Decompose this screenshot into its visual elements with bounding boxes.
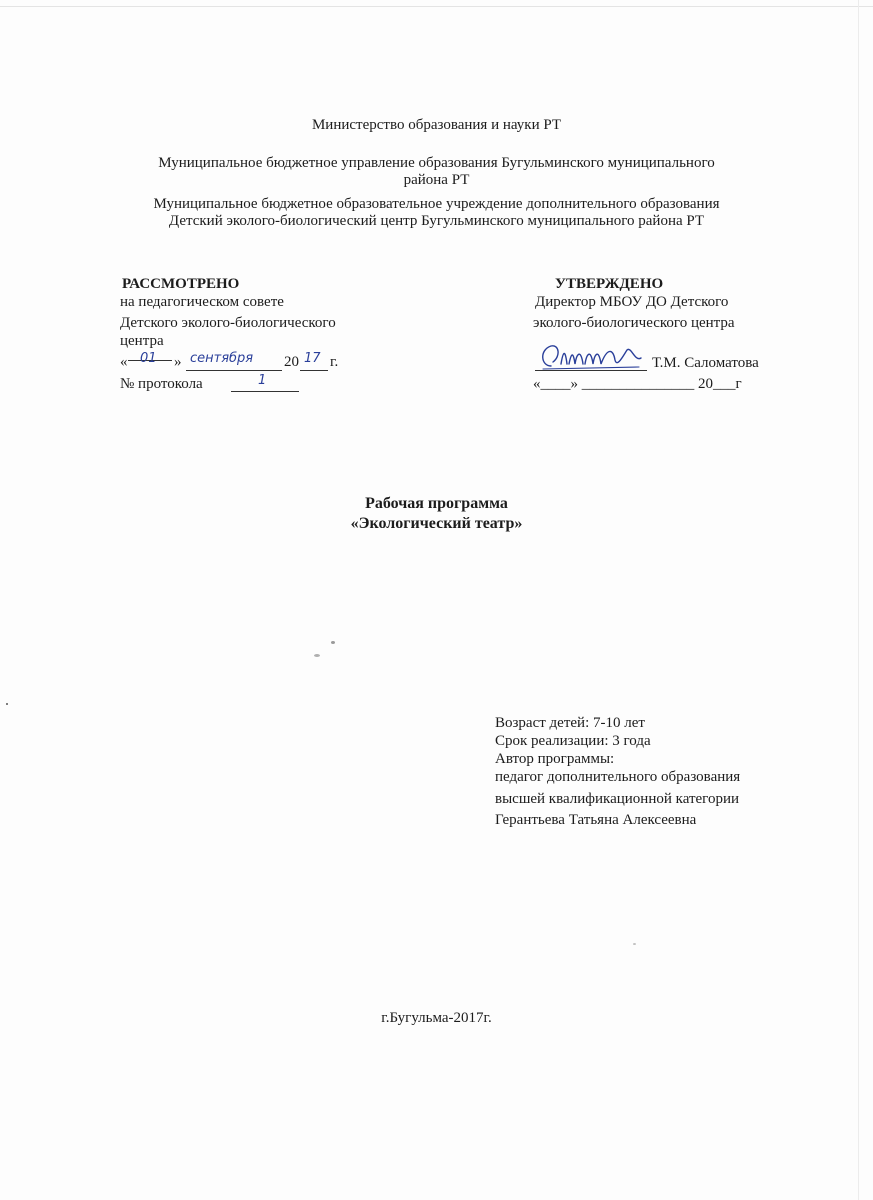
scan-speck <box>331 641 335 644</box>
author-name: Герантьева Татьяна Алексеевна <box>495 812 697 828</box>
date-year-underline <box>300 370 328 371</box>
signatory-name: Т.М. Саломатова <box>652 355 759 371</box>
date-year-handwritten: 17 <box>304 351 321 366</box>
approval-date-blank: «____» _______________ 20___г <box>533 376 742 392</box>
institution-line-2: Детский эколого-биологический центр Бугульминского муниципального района РТ <box>168 213 705 229</box>
scan-speck <box>6 703 8 705</box>
place-year: г.Бугульма-2017г. <box>381 1010 492 1026</box>
date-close-quote: » <box>174 354 182 370</box>
date-month-handwritten: сентября <box>190 351 254 366</box>
reviewed-line-2: Детского эколого-биологического <box>120 315 336 331</box>
approved-heading: УТВЕРЖДЕНО <box>555 276 664 292</box>
reviewed-line-1: на педагогическом совете <box>120 294 284 310</box>
author-role-1: педагог дополнительного образования <box>495 769 741 785</box>
page-edge <box>0 6 873 7</box>
date-month-underline <box>186 370 282 371</box>
author-role-2: высшей квалификационной категории <box>495 791 740 807</box>
date-year-prefix: 20 <box>284 354 299 370</box>
date-day-handwritten: 01 <box>140 351 157 366</box>
scan-speck <box>633 943 636 945</box>
author-label: Автор программы: <box>495 751 615 767</box>
director-signature <box>537 338 649 372</box>
date-year-end: г. <box>330 354 339 370</box>
protocol-underline <box>231 391 299 392</box>
age-line: Возраст детей: 7-10 лет <box>495 715 645 731</box>
reviewed-heading: РАССМОТРЕНО <box>122 276 240 292</box>
protocol-label: № протокола <box>120 376 203 392</box>
approved-line-2: эколого-биологического центра <box>533 315 735 331</box>
reviewed-line-3: центра <box>120 333 164 349</box>
date-open-quote: « <box>120 354 128 370</box>
scan-speck <box>314 654 320 657</box>
program-title: Рабочая программа <box>365 495 508 512</box>
program-subtitle: «Экологический театр» <box>350 515 523 532</box>
institution-line-1: Муниципальное бюджетное образовательное учреждение дополнительного образования <box>153 196 720 212</box>
ministry-line: Министерство образования и науки РТ <box>311 117 562 133</box>
duration-line: Срок реализации: 3 года <box>495 733 651 749</box>
approved-line-1: Директор МБОУ ДО Детского <box>535 294 729 310</box>
admin-line-2: района РТ <box>403 172 470 188</box>
protocol-number-handwritten: 1 <box>258 373 267 388</box>
admin-line-1: Муниципальное бюджетное управление образования Бугульминского муниципального <box>158 155 715 171</box>
